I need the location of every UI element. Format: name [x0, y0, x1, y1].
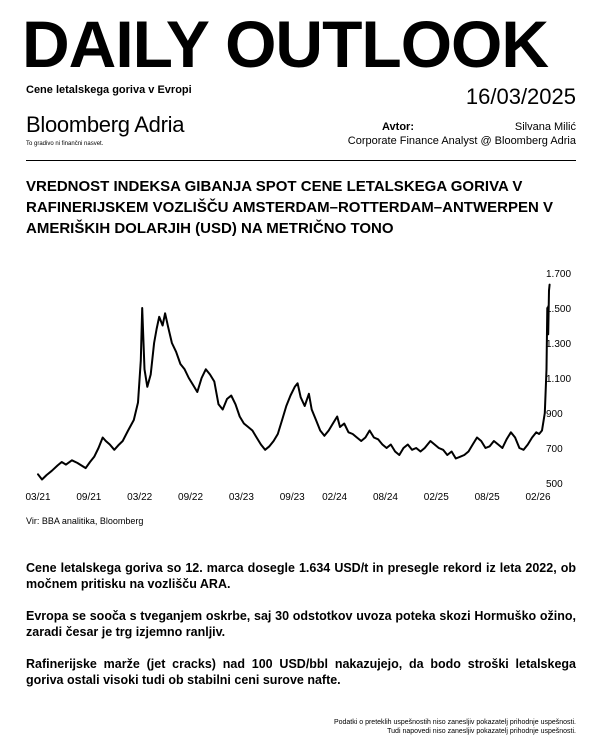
series-line	[38, 285, 550, 480]
key-point-1: Cene letalskega goriva so 12. marca dosegle 1.634 USD/t in presegle rekord iz leta 2022, ob močnem pritisku na vozlišču ARA.	[26, 561, 576, 591]
masthead-title: DAILY OUTLOOK	[22, 7, 549, 81]
price-chart	[0, 260, 600, 510]
x-axis	[25, 492, 550, 503]
disclaimer-line-1: Podatki o preteklih uspešnostih niso zanesljiv pokazatelj prihodnje uspešnosti.	[333, 719, 576, 726]
key-point-3: Rafinerijske marže (jet cracks) nad 100 USD/bbl nakazujejo, da bodo stroški letalskega goriva ostali visoki tudi ob stabilni ceni surove nafte.	[26, 657, 576, 687]
x-tick-label: 09/21	[76, 492, 102, 503]
x-tick-label: 03/22	[127, 492, 153, 503]
x-tick-label: 02/24	[322, 492, 348, 503]
x-tick-label: 02/25	[423, 492, 449, 503]
chart-source: Vir: BBA analitika, Bloomberg	[26, 516, 144, 526]
x-tick-label: 02/26	[525, 492, 551, 503]
x-tick-label: 08/24	[372, 492, 398, 503]
x-tick-label: 09/22	[178, 492, 204, 503]
brand-note: To gradivo ni finančni nasvet.	[26, 141, 104, 147]
y-tick-label: 1.100	[546, 374, 572, 385]
x-tick-label: 08/25	[474, 492, 500, 503]
y-tick-label: 900	[546, 409, 563, 420]
key-point-2: Evropa se sooča s tveganjem oskrbe, saj 30 odstotkov uvoza poteka skozi Hormuško ožino, zaradi česar je trg izjemno ranljiv.	[26, 609, 576, 639]
author-label: Avtor:	[382, 121, 414, 133]
report-date: 16/03/2025	[465, 84, 576, 109]
disclaimer	[334, 718, 576, 736]
report-subject: Cene letalskega goriva v Evropi	[26, 84, 192, 96]
header-divider	[26, 160, 576, 161]
y-tick-label: 700	[546, 444, 563, 455]
brand-logo: Bloomberg Adria	[26, 112, 185, 137]
y-tick-label: 1.300	[546, 339, 572, 350]
x-tick-label: 09/23	[279, 492, 305, 503]
y-tick-label: 1.500	[546, 304, 572, 315]
y-axis	[546, 269, 571, 490]
author-role: Corporate Finance Analyst @ Bloomberg Adria	[347, 135, 576, 147]
disclaimer-line-2: Tudi napovedi niso zanesljiv pokazatelj prihodnje uspešnosti.	[387, 728, 576, 735]
chart-title: VREDNOST INDEKSA GIBANJA SPOT CENE LETALSKEGA GORIVA V RAFINERIJSKEM VOZLIŠČU AMSTERDAM–ROTTERDAM–ANTWERPEN V AMERIŠKIH DOLARJIH (USD) NA METRIČNO TONO	[26, 178, 553, 237]
author-name: Silvana Milić	[514, 121, 576, 133]
key-points	[26, 560, 576, 704]
y-tick-label: 1.700	[546, 269, 572, 280]
x-tick-label: 03/23	[228, 492, 254, 503]
y-tick-label: 500	[546, 479, 563, 490]
x-tick-label: 03/21	[25, 492, 51, 503]
